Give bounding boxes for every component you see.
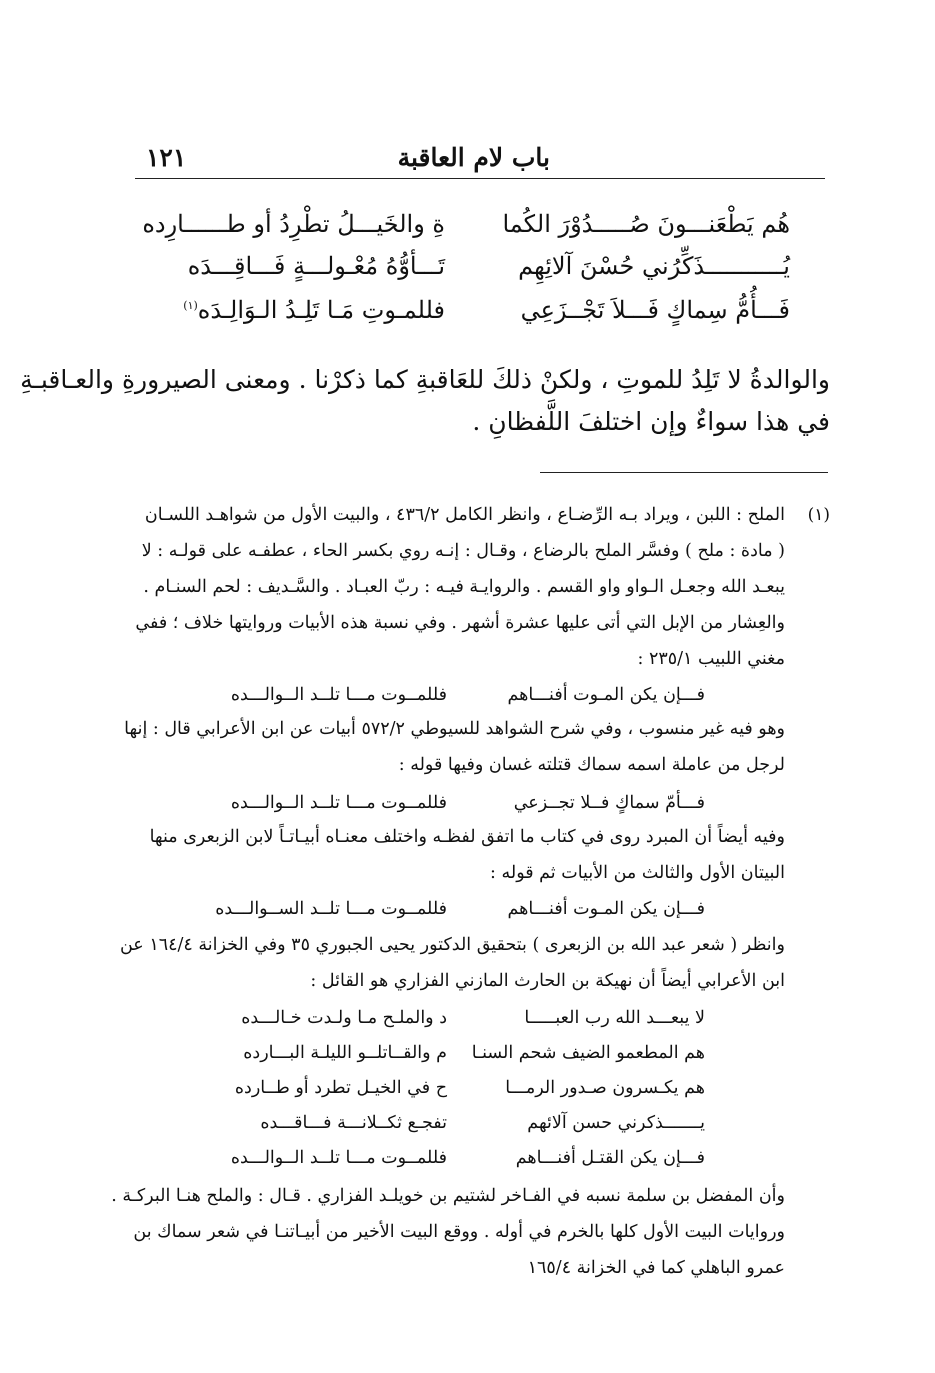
verse-hemistich-first: هم المطعمو الضيف شحم السنـا [471, 1043, 705, 1063]
footnote-verse [225, 1148, 705, 1178]
verse-hemistich-second: فللمــوت مـــا تلــد الــوالـــده [230, 685, 447, 705]
footnote-line: وروايات البيت الأول كلها بالخرم في أوله . ووقع البيت الأخير من أبيـاتنـا في شعر سماك بن [133, 1222, 785, 1242]
page-header [140, 143, 830, 179]
footnote-line: والعِشار من الإبل التي أتى عليها عشرة أشهر . وفي نسبة هذه الأبيات وروايتها خلاف ؛ ففي [135, 613, 785, 633]
prose-line: والوالدةُ لا تَلِدُ للموتِ ، ولكنْ ذلكَ للعَاقبةِ كما ذكرْنا . ومعنى الصيرورةِ والعـاقبـةِ [20, 365, 830, 394]
verse-hemistich-second: ةِ والخَيـــلُ تطْرِدُ أو طــــــارِده [142, 210, 445, 238]
footnote-line: يبعـد الله وجعـل الـواو واو القسم . والروايـة فيـه : ربّ العبـاد . والسَّـديف : لحم السنـام . [143, 577, 785, 597]
footnote-line: البيتان الأول والثالث من الأبيات ثم قوله : [490, 863, 785, 883]
verse-text: فللمـوتِ مَـا تَلِـدُ الـوَالِـدَه [197, 296, 445, 324]
page-number: ١٢١ [146, 143, 187, 172]
verse-hemistich-first: يُـــــــــــذَكِّرُني حُسْنَ آلائِهِم [518, 252, 790, 280]
verse-hemistich-second: فللمــوت مـــا تلــد الســوالـــده [215, 899, 447, 919]
verse-line [150, 296, 790, 336]
verse-hemistich-first: فَـــأُمُّ سِماكٍ فَـــلاَ تَجْــزَعِي [520, 296, 790, 324]
verse-hemistich-first: هُم يَطْعَنـــونَ صُـــــدُوْرَ الكُما [502, 210, 790, 238]
verse-hemistich-second: فللمــوت مـــا تلــد الــوالـــده [230, 793, 447, 813]
footnote-line: وفيه أيضاً أن المبرد روى في كتاب ما اتفق لفظـه واختلف معنـاه أبيـاتـاً لابن الزبعرى منها [149, 827, 785, 847]
verse-hemistich-second: م والقــاتلــو الليلـة البـــارده [243, 1043, 447, 1063]
footnote-verse [215, 899, 705, 929]
footnote-verse [225, 1113, 705, 1143]
footnote-number: (١) [807, 505, 830, 525]
verse-hemistich-second [183, 296, 445, 324]
footnote-line: وانظر ( شعر عبد الله بن الزبعرى ) بتحقيق الدكتور يحيى الجبوري ٣٥ وفي الخزانة ١٦٤/٤ عن [119, 935, 785, 955]
footnote-verse [225, 1078, 705, 1108]
verse-hemistich-first: لا يبعـــد الله رب العبـــــا [524, 1008, 705, 1028]
verse-line [142, 210, 790, 250]
footnote-line: وأن المفضل بن سلمة نسبه في الفـاخر لشتيم بن خويلـد الفزاري . قـال : والملح هنـا البركـة . [111, 1186, 785, 1206]
footnote-line: عمرو الباهلي كما في الخزانة ١٦٥/٤ [527, 1258, 785, 1278]
verse-hemistich-second: د والملـح مـا ولـدت خـالـــده [241, 1008, 447, 1028]
verse-hemistich-first: هم يكـسرون صـدور الرمـــا [505, 1078, 705, 1098]
verse-hemistich-second: ح في الخيـل تطرد أو طــارده [234, 1078, 447, 1098]
running-title: باب لام العاقبة [397, 143, 550, 172]
verse-line [150, 252, 790, 292]
header-rule [135, 178, 825, 179]
footnote-verse [225, 685, 705, 715]
verse-hemistich-first: فـــأمّ سماكٍ فــلا تجــزعي [513, 793, 705, 813]
verse-hemistich-second: تَـــأوُّهُ مُعْـولـــةٍ فَـــاقِـــدَه [187, 252, 445, 280]
footnote-marker: (١) [183, 299, 198, 312]
verse-hemistich-first: فـــإن يكن المـوت أفنـــاهم [507, 899, 705, 919]
footnote-verse [225, 793, 705, 823]
footnote-line: لرجل من عاملة اسمه سماك قتلته غسان وفيها قوله : [398, 755, 785, 775]
verse-hemistich-second: تفجـع ثكــلانـــة فـــاقـــده [260, 1113, 447, 1133]
prose-line: في هذا سواءٌ وإن اختلفَ اللَّفظانِ . [472, 407, 830, 436]
verse-hemistich-first: فـــإن يكن القتـل أفنـــاهم [515, 1148, 705, 1168]
footnote-line: مغني اللبيب ٢٣٥/١ : [637, 649, 785, 669]
verse-hemistich-second: فللمــوت مـــا تلــد الــوالـــده [230, 1148, 447, 1168]
footnote-line: وهو فيه غير منسوب ، وفي شرح الشواهد للسيوطي ٥٧٢/٢ أبيات عن ابن الأعرابي قال : إنها [124, 719, 785, 739]
footnote-line: ابن الأعرابي أيضاً أن نهيكة بن الحارث المازني الفزاري هو القائل : [310, 971, 785, 991]
footnote-verse [225, 1008, 705, 1038]
footnote-verse [225, 1043, 705, 1073]
verse-hemistich-first: يـــــــذكرني حسن آلائهم [527, 1113, 705, 1133]
footnote-rule [540, 472, 828, 473]
footnote-line: الملح : اللبن ، ويراد بـه الرِّضـاع ، وانظر الكامل ٤٣٦/٢ ، والبيت الأول من شواهـد اللسـان [144, 505, 785, 525]
footnote-line: ( مادة : ملح ) وفسَّر الملح بالرضاع ، وقـال : إنـه روي بكسر الحاء ، عطفـه على قولـه : لا [141, 541, 785, 561]
verse-hemistich-first: فـــإن يكن المـوت أفنـــاهم [507, 685, 705, 705]
